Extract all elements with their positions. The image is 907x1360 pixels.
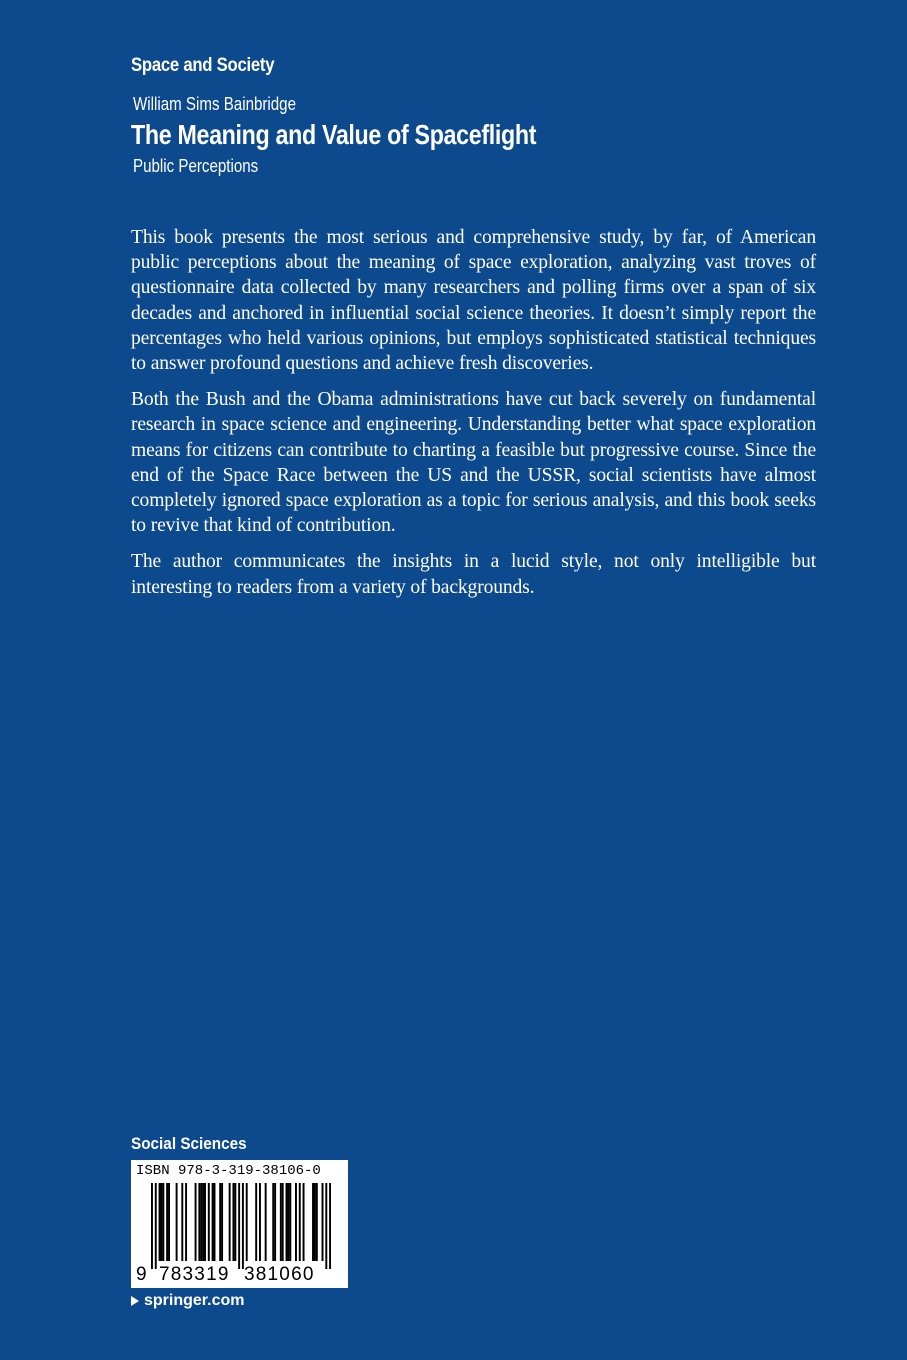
barcode-bar [208, 1183, 210, 1261]
barcode-bar [299, 1183, 301, 1261]
barcode-bar [202, 1183, 204, 1261]
barcode-bar [151, 1183, 153, 1269]
barcode-bar [229, 1183, 231, 1261]
barcode-bar [255, 1183, 257, 1261]
barcode-bar [303, 1183, 305, 1261]
barcode-bar [287, 1183, 289, 1261]
book-title: The Meaning and Value of Spaceflight [131, 119, 537, 150]
barcode-bars [151, 1183, 331, 1269]
barcode-bar [204, 1183, 206, 1261]
discipline-label: Social Sciences [131, 1134, 247, 1153]
barcode-bar [166, 1183, 168, 1261]
barcode-bar [246, 1183, 248, 1261]
ean-left-digits: 783319 [159, 1264, 230, 1285]
barcode-bar [200, 1183, 202, 1261]
barcode-bar [238, 1183, 240, 1269]
blurb-paragraph: Both the Bush and the Obama administrations have cut back severely on fundamental research in space science and engineering. Understanding better what space exploration means for citizens can contribute to charting a feasible but progressive course. Since the end of the Space Race between the US and the USSR, social scientists have almost completely ignored space exploration as a topic for serious analysis, and this book seeks to revive that kind of contribution. [131, 389, 816, 537]
barcode-bar [185, 1183, 187, 1261]
barcode [131, 1160, 348, 1288]
isbn-label: ISBN 978-3-319-38106-0 [136, 1163, 321, 1179]
book-subtitle: Public Perceptions [133, 156, 259, 176]
barcode-bar [160, 1183, 162, 1261]
blurb-paragraph: The author communicates the insights in a lucid style, not only intelligible but interesting to readers from a variety of backgrounds. [131, 551, 816, 598]
barcode-bar [155, 1183, 157, 1269]
barcode-bar [274, 1183, 276, 1261]
barcode-bar [195, 1183, 197, 1261]
publisher-url: springer.com [144, 1292, 245, 1309]
author-name: William Sims Bainbridge [133, 94, 297, 114]
barcode-bar [214, 1183, 216, 1261]
ean-first-digit: 9 [136, 1264, 147, 1285]
barcode-bar [221, 1183, 223, 1261]
barcode-bar [314, 1183, 316, 1261]
barcode-bar [272, 1183, 274, 1261]
barcode-bar [159, 1183, 161, 1261]
barcode-bar [168, 1183, 170, 1261]
barcode-bar [212, 1183, 214, 1261]
barcode-bar [329, 1183, 331, 1269]
barcode-bar [295, 1183, 297, 1261]
barcode-bar [219, 1183, 221, 1261]
blurb [131, 225, 816, 611]
barcode-bar [322, 1183, 324, 1261]
blurb-paragraph: This book presents the most serious and comprehensive study, by far, of American public perceptions about the meaning of space exploration, analyzing vast troves of questionnaire data collected by many researchers and polling firms over a span of six decades and anchored in influential social science theories. It doesn’t simply report the percentages who held various opinions, but employs sophisticated statistical techniques to answer profound questions and achieve fresh discoveries. [131, 227, 816, 375]
arrow-right-icon [131, 1296, 139, 1306]
barcode-bar [176, 1183, 178, 1261]
barcode-bar [325, 1183, 327, 1269]
publisher-link[interactable] [131, 1292, 244, 1310]
barcode-bar [234, 1183, 236, 1261]
barcode-bar [312, 1183, 314, 1261]
barcode-bar [198, 1183, 200, 1261]
barcode-bar [282, 1183, 284, 1261]
barcode-bar [286, 1183, 288, 1261]
barcode-bar [181, 1183, 183, 1261]
series-name: Space and Society [131, 55, 275, 76]
barcode-bar [280, 1183, 282, 1261]
barcode-bar [259, 1183, 261, 1261]
barcode-bar [289, 1183, 291, 1261]
ean-right-digits: 381060 [244, 1264, 315, 1285]
barcode-bar [232, 1183, 234, 1261]
barcode-bar [162, 1183, 164, 1261]
barcode-bar [316, 1183, 318, 1261]
barcode-bar [265, 1183, 267, 1261]
barcode-bar [242, 1183, 244, 1269]
